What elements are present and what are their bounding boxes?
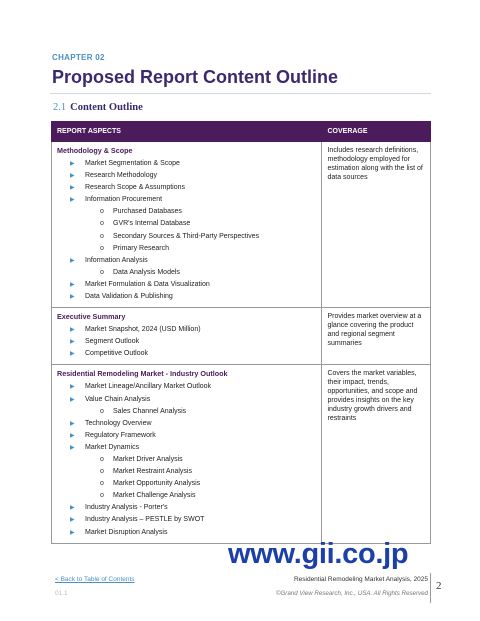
list-item-label: Market Segmentation & Scope	[85, 160, 180, 167]
sub-list-item	[57, 218, 316, 230]
sub-list-item	[57, 406, 316, 418]
list-item	[57, 279, 316, 291]
title-divider	[50, 93, 431, 94]
triangle-bullet-icon: ▶	[70, 396, 75, 403]
list-item-label: Information Procurement	[85, 196, 163, 204]
back-to-toc-link[interactable]: < Back to Table of Contents	[55, 576, 135, 583]
list-item-label: Market Lineage/Ancillary Market Outlook	[85, 383, 212, 391]
table-header-row	[52, 122, 431, 142]
section-heading	[53, 102, 143, 113]
list-item	[57, 430, 316, 442]
sub-list-item	[57, 231, 316, 243]
sub-list-item	[57, 478, 316, 490]
circle-bullet-icon: o	[100, 492, 104, 500]
list-item-label: Segment Outlook	[85, 338, 140, 346]
triangle-bullet-icon: ▶	[70, 294, 75, 301]
sub-list-item-label: Market Restraint Analysis	[113, 468, 192, 476]
footer-faint-label: 01.1	[55, 590, 68, 597]
coverage-cell: Includes research definitions, methodology employed for estimation along with the list of data sources	[322, 142, 431, 308]
sub-list-item	[57, 466, 316, 478]
circle-bullet-icon: o	[100, 468, 104, 476]
table-row	[52, 308, 431, 365]
report-aspects-cell	[52, 365, 322, 543]
list-item	[57, 291, 316, 303]
table-row	[52, 365, 431, 543]
sub-list-item	[57, 490, 316, 502]
circle-bullet-icon: o	[100, 268, 104, 276]
sub-list-item-label: Purchased Databases	[113, 208, 182, 216]
sub-list-item-label: Market Challenge Analysis	[113, 492, 196, 500]
report-aspects-cell	[52, 142, 322, 308]
circle-bullet-icon: o	[100, 407, 104, 415]
sub-list-item-label: Sales Channel Analysis	[113, 407, 187, 415]
list-item-label: Industry Analysis - Porter's	[85, 504, 168, 512]
list-item	[57, 527, 316, 539]
sub-list-item-label: Data Analysis Models	[113, 268, 180, 276]
circle-bullet-icon: o	[100, 480, 104, 488]
list-item	[57, 182, 316, 194]
table-row	[52, 142, 431, 308]
triangle-bullet-icon: ▶	[70, 444, 75, 451]
list-item-label: Research Scope & Assumptions	[85, 184, 185, 192]
list-item-label: Market Snapshot, 2024 (USD Million)	[85, 326, 201, 334]
coverage-cell: Provides market overview at a glance covering the product and regional segment summaries	[322, 308, 431, 365]
report-aspects-cell	[52, 308, 322, 365]
circle-bullet-icon: o	[100, 244, 104, 252]
table-body	[52, 142, 431, 544]
list-item-label: Competitive Outlook	[85, 350, 149, 358]
circle-bullet-icon: o	[100, 455, 104, 463]
section-number: 2.1	[53, 102, 67, 113]
triangle-bullet-icon: ▶	[70, 505, 75, 512]
sub-list-item	[57, 454, 316, 466]
triangle-bullet-icon: ▶	[70, 384, 75, 391]
circle-bullet-icon: o	[100, 220, 104, 228]
list-item	[57, 170, 316, 182]
triangle-bullet-icon: ▶	[70, 257, 75, 264]
page-title: Proposed Report Content Outline	[52, 67, 338, 87]
sub-list-item-label: Primary Research	[113, 244, 170, 252]
sub-list-item	[57, 206, 316, 218]
list-item	[57, 381, 316, 393]
chapter-label: CHAPTER 02	[52, 53, 105, 62]
triangle-bullet-icon: ▶	[70, 173, 75, 180]
triangle-bullet-icon: ▶	[70, 517, 75, 524]
sub-list-item-label: Market Opportunity Analysis	[113, 480, 201, 488]
watermark: www.gii.co.jp	[228, 538, 409, 570]
triangle-bullet-icon: ▶	[70, 197, 75, 204]
list-item-label: Market Disruption Analysis	[85, 528, 168, 536]
column-header-coverage: COVERAGE	[322, 122, 431, 142]
footer-divider	[430, 573, 431, 603]
sub-list-item	[57, 267, 316, 279]
aspect-section-heading: Methodology & Scope	[57, 146, 133, 155]
content-outline-table	[51, 121, 431, 544]
triangle-bullet-icon: ▶	[70, 339, 75, 346]
triangle-bullet-icon: ▶	[70, 161, 75, 167]
page-number: 2	[436, 580, 442, 592]
list-item-label: Market Dynamics	[85, 443, 140, 451]
triangle-bullet-icon: ▶	[70, 327, 75, 334]
list-item-label: Research Methodology	[85, 172, 157, 180]
list-item	[57, 255, 316, 267]
list-item-label: Data Validation & Publishing	[85, 293, 173, 301]
section-title: Content Outline	[70, 102, 143, 113]
list-item	[57, 348, 316, 360]
triangle-bullet-icon: ▶	[70, 529, 75, 536]
list-item-label: Technology Overview	[85, 419, 152, 427]
aspect-section-heading: Residential Remodeling Market - Industry Outlook	[57, 369, 228, 379]
triangle-bullet-icon: ▶	[70, 281, 75, 288]
sub-list-item	[57, 243, 316, 255]
list-item	[57, 502, 316, 514]
list-item	[57, 194, 316, 206]
circle-bullet-icon: o	[100, 208, 104, 216]
list-item	[57, 442, 316, 454]
list-item	[57, 336, 316, 348]
triangle-bullet-icon: ▶	[70, 185, 75, 192]
sub-list-item-label: GVR's Internal Database	[113, 220, 191, 228]
list-item-label: Market Formulation & Data Visualization	[85, 280, 210, 288]
list-item-label: Regulatory Framework	[85, 431, 156, 439]
triangle-bullet-icon: ▶	[70, 420, 75, 427]
list-item-label: Information Analysis	[85, 256, 148, 264]
column-header-aspects: REPORT ASPECTS	[52, 122, 322, 142]
coverage-cell: Covers the market variables, their impact, trends, opportunities, and scope and provides insights on the key industry growth drivers and restraints	[322, 365, 431, 543]
list-item	[57, 158, 316, 170]
triangle-bullet-icon: ▶	[70, 432, 75, 439]
list-item	[57, 514, 316, 526]
triangle-bullet-icon: ▶	[70, 351, 75, 358]
list-item-label: Value Chain Analysis	[85, 395, 151, 403]
aspect-section-heading: Executive Summary	[57, 312, 126, 322]
list-item	[57, 394, 316, 406]
circle-bullet-icon: o	[100, 232, 104, 240]
footer-report-title: Residential Remodeling Market Analysis, 2025	[293, 576, 428, 583]
list-item	[57, 418, 316, 430]
footer-copyright: ©Grand View Research, Inc., USA. All Rights Reserved	[275, 590, 428, 597]
sub-list-item-label: Secondary Sources & Third-Party Perspectives	[113, 232, 260, 240]
list-item	[57, 324, 316, 336]
list-item-label: Industry Analysis – PESTLE by SWOT	[85, 516, 205, 524]
sub-list-item-label: Market Driver Analysis	[113, 455, 183, 463]
